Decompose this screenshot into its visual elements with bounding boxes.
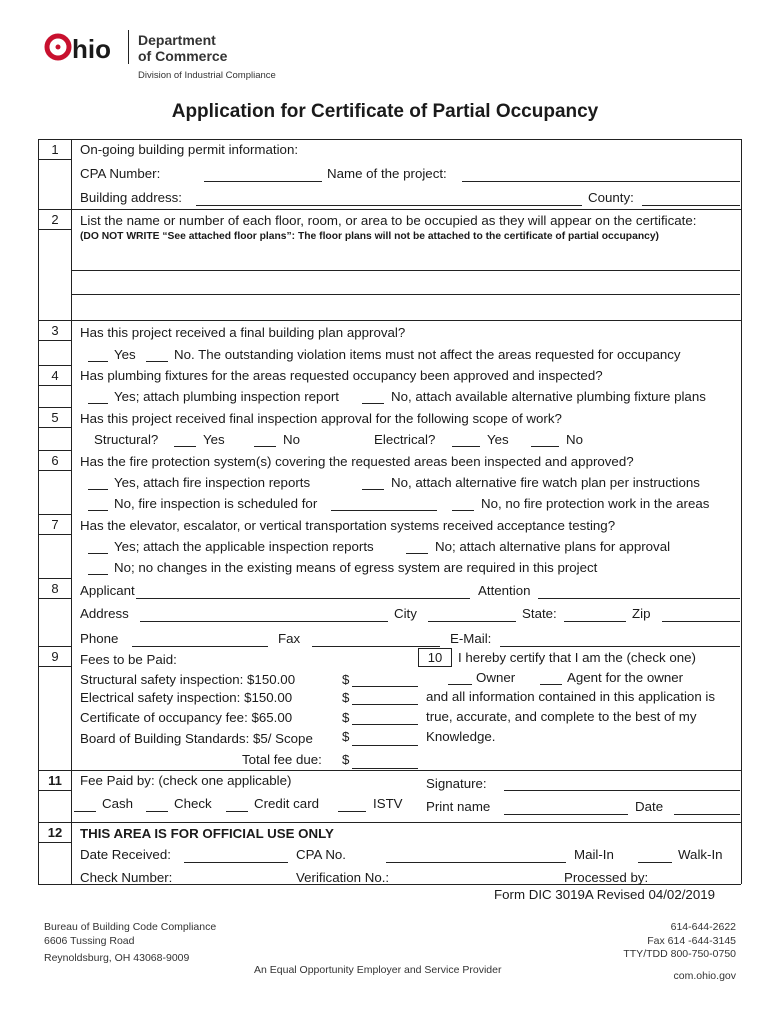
fax-label: Fax <box>278 631 301 646</box>
s4-no-checkbox[interactable] <box>362 403 384 404</box>
dept-line2: of Commerce <box>138 48 228 64</box>
address-field[interactable] <box>140 621 388 622</box>
s5-electrical-yes-checkbox[interactable] <box>452 446 480 447</box>
state-field[interactable] <box>564 621 626 622</box>
zip-label: Zip <box>632 606 651 621</box>
ohio-logo-mark <box>44 28 124 68</box>
s3-question: Has this project received a final building plan approval? <box>80 325 406 340</box>
project-name-label: Name of the project: <box>327 166 447 181</box>
footer-city: Reynoldsburg, OH 43068-9009 <box>44 952 190 964</box>
cpa-number-field[interactable] <box>204 181 322 182</box>
istv-label: ISTV <box>373 796 403 811</box>
fire-inspection-date-field[interactable] <box>331 510 437 511</box>
date-label: Date <box>635 799 664 814</box>
fee-structural-label: Structural safety inspection: $150.00 <box>80 672 296 687</box>
fee-electrical-field[interactable] <box>352 704 418 705</box>
s3-yes-checkbox[interactable] <box>88 361 108 362</box>
s7-opt2-checkbox[interactable] <box>406 553 428 554</box>
certify-line4: Knowledge. <box>426 729 496 744</box>
area-line-1[interactable] <box>72 270 740 271</box>
owner-label: Owner <box>476 670 516 685</box>
s7-opt1-label: Yes; attach the applicable inspection reports <box>114 539 374 554</box>
s4-question: Has plumbing fixtures for the areas requested occupancy been approved and inspected? <box>80 368 603 383</box>
area-line-2[interactable] <box>72 294 740 295</box>
fee-certificate-field[interactable] <box>352 724 418 725</box>
form-id: Form DIC 3019A Revised 04/02/2019 <box>494 887 716 902</box>
s5-question: Has this project received final inspection approval for the following scope of work? <box>80 411 562 426</box>
fee-electrical-label: Electrical safety inspection: $150.00 <box>80 690 293 705</box>
verification-field[interactable] <box>396 884 526 885</box>
sep-2 <box>38 209 741 210</box>
footer-equal-opportunity: An Equal Opportunity Employer and Service Provider <box>254 964 502 976</box>
s5-electrical-no-checkbox[interactable] <box>531 446 559 447</box>
total-fee-sign: $ <box>342 752 350 767</box>
s4-yes-label: Yes; attach plumbing inspection report <box>114 389 339 404</box>
s6-opt2-label: No, attach alternative fire watch plan per instructions <box>391 475 700 490</box>
credit-card-label: Credit card <box>254 796 320 811</box>
s1-heading: On-going building permit information: <box>80 142 299 157</box>
check-number-field[interactable] <box>184 884 288 885</box>
sep-12 <box>38 822 741 823</box>
s7-opt3-label: No; no changes in the existing means of egress system are required in this project <box>114 560 598 575</box>
processed-by-label: Processed by: <box>564 870 649 885</box>
footer-tty: TTY/TDD 800-750-0750 <box>623 948 736 960</box>
s3-no-checkbox[interactable] <box>146 361 168 362</box>
s2-note: (DO NOT WRITE “See attached floor plans”: The floor plans will not be attached to the certificate of partial occupancy) <box>80 231 659 242</box>
print-name-label: Print name <box>426 799 491 814</box>
mail-in-label: Mail-In <box>574 847 614 862</box>
footer-phone: 614-644-2622 <box>670 921 736 933</box>
s5-electrical-yes-label: Yes <box>487 432 509 447</box>
s6-question: Has the fire protection system(s) covering the requested areas been inspected and approved? <box>80 454 634 469</box>
email-label: E-Mail: <box>450 631 492 646</box>
footer-bureau: Bureau of Building Code Compliance <box>44 921 217 933</box>
s6-opt4-label: No, no fire protection work in the areas <box>481 496 710 511</box>
certify-line2: and all information contained in this application is <box>426 689 716 704</box>
address-label: Address <box>80 606 129 621</box>
fax-field[interactable] <box>312 646 440 647</box>
phone-field[interactable] <box>132 646 268 647</box>
s5-electrical-label: Electrical? <box>374 432 436 447</box>
walk-in-checkbox[interactable] <box>638 862 672 863</box>
footer-fax: Fax 614 -644-3145 <box>647 935 736 947</box>
section-number-9: 9 <box>38 646 72 667</box>
fee-structural-field[interactable] <box>352 686 418 687</box>
s6-opt3-checkbox[interactable] <box>88 510 108 511</box>
section-number-6: 6 <box>38 450 72 471</box>
fee-structural-sign: $ <box>342 672 350 687</box>
s5-structural-yes-checkbox[interactable] <box>174 446 196 447</box>
s5-structural-label: Structural? <box>94 432 159 447</box>
s9-heading: Fees to be Paid: <box>80 652 177 667</box>
building-address-field[interactable] <box>196 205 582 206</box>
cpa-number-label: CPA Number: <box>80 166 161 181</box>
s5-structural-yes-label: Yes <box>203 432 225 447</box>
s5-structural-no-label: No <box>283 432 300 447</box>
section-number-10: 10 <box>418 648 452 667</box>
verification-label: Verification No.: <box>296 870 390 885</box>
cash-label: Cash <box>102 796 134 811</box>
date-received-label: Date Received: <box>80 847 171 862</box>
s5-electrical-no-label: No <box>566 432 583 447</box>
sep-3 <box>38 320 741 321</box>
section-number-3: 3 <box>38 320 72 341</box>
owner-checkbox[interactable] <box>448 684 472 685</box>
s6-opt1-checkbox[interactable] <box>88 489 108 490</box>
s7-opt3-checkbox[interactable] <box>88 574 108 575</box>
footer-website[interactable]: com.ohio.gov <box>673 970 736 982</box>
istv-checkbox[interactable] <box>338 811 366 812</box>
fee-certificate-label: Certificate of occupancy fee: $65.00 <box>80 710 293 725</box>
county-label: County: <box>588 190 634 205</box>
cpa-no-label: CPA No. <box>296 847 347 862</box>
walk-in-label: Walk-In <box>678 847 723 862</box>
cash-checkbox[interactable] <box>74 811 96 812</box>
state-label: State: <box>522 606 557 621</box>
ohio-logo <box>44 28 124 73</box>
sep-11 <box>38 770 741 771</box>
zip-field[interactable] <box>662 621 740 622</box>
check-label: Check <box>174 796 212 811</box>
section-number-7: 7 <box>38 514 72 535</box>
check-number-label: Check Number: <box>80 870 173 885</box>
s6-opt3-label: No, fire inspection is scheduled for <box>114 496 318 511</box>
attention-label: Attention <box>478 583 531 598</box>
s5-structural-no-checkbox[interactable] <box>254 446 276 447</box>
project-name-field[interactable] <box>462 181 740 182</box>
certify-line1: I hereby certify that I am the (check one) <box>458 650 696 665</box>
s6-opt1-label: Yes, attach fire inspection reports <box>114 475 311 490</box>
section-number-12: 12 <box>38 822 72 843</box>
city-field[interactable] <box>428 621 516 622</box>
fee-bbs-label: Board of Building Standards: $5/ Scope <box>80 731 313 746</box>
s4-no-label: No, attach available alternative plumbing fixture plans <box>391 389 706 404</box>
total-fee-label: Total fee due: <box>242 752 322 767</box>
print-name-field[interactable] <box>504 814 628 815</box>
form-top-border <box>38 139 741 140</box>
s7-opt1-checkbox[interactable] <box>88 553 108 554</box>
s3-yes-label: Yes <box>114 347 136 362</box>
building-address-label: Building address: <box>80 190 183 205</box>
dept-line1: Department <box>138 32 216 48</box>
section-number-4: 4 <box>38 365 72 386</box>
applicant-label: Applicant <box>80 583 135 598</box>
attention-field[interactable] <box>538 598 740 599</box>
section-number-8: 8 <box>38 578 72 599</box>
s2-instruction: List the name or number of each floor, room, or area to be occupied as they will appear on the certificate: <box>80 213 697 228</box>
s4-yes-checkbox[interactable] <box>88 403 108 404</box>
date-field[interactable] <box>674 814 740 815</box>
certify-line3: true, accurate, and complete to the best of my <box>426 709 697 724</box>
section-number-11: 11 <box>38 770 72 791</box>
county-field[interactable] <box>642 205 740 206</box>
city-label: City <box>394 606 417 621</box>
phone-label: Phone <box>80 631 119 646</box>
email-field[interactable] <box>500 646 740 647</box>
check-checkbox[interactable] <box>146 811 168 812</box>
signature-field[interactable] <box>504 790 740 791</box>
svg-text:hio: hio <box>72 34 111 64</box>
section-number-1: 1 <box>38 139 72 160</box>
logo-divider <box>128 30 129 64</box>
agent-checkbox[interactable] <box>540 684 562 685</box>
s7-opt2-label: No; attach alternative plans for approval <box>435 539 671 554</box>
agent-label: Agent for the owner <box>567 670 684 685</box>
s3-no-label: No. The outstanding violation items must not affect the areas requested for occupancy <box>174 347 681 362</box>
s7-question: Has the elevator, escalator, or vertical transportation systems received acceptance testing? <box>80 518 616 533</box>
s11-heading: Fee Paid by: (check one applicable) <box>80 773 292 788</box>
page-title: Application for Certificate of Partial Occupancy <box>171 101 599 122</box>
division-name: Division of Industrial Compliance <box>138 70 276 81</box>
fee-bbs-sign: $ <box>342 729 350 744</box>
fee-bbs-field[interactable] <box>352 745 418 746</box>
s6-opt2-checkbox[interactable] <box>362 489 384 490</box>
signature-label: Signature: <box>426 776 487 791</box>
section-number-2: 2 <box>38 209 72 230</box>
official-use-heading: THIS AREA IS FOR OFFICIAL USE ONLY <box>80 826 334 841</box>
date-received-field[interactable] <box>184 862 288 863</box>
applicant-field[interactable] <box>136 598 470 599</box>
credit-card-checkbox[interactable] <box>226 811 248 812</box>
footer-street: 6606 Tussing Road <box>44 935 135 947</box>
total-fee-field[interactable] <box>352 768 418 769</box>
fee-certificate-sign: $ <box>342 710 350 725</box>
cpa-no-field[interactable] <box>386 862 566 863</box>
fee-electrical-sign: $ <box>342 690 350 705</box>
section-number-5: 5 <box>38 407 72 428</box>
s6-opt4-checkbox[interactable] <box>452 510 474 511</box>
form-right-border <box>741 139 742 884</box>
